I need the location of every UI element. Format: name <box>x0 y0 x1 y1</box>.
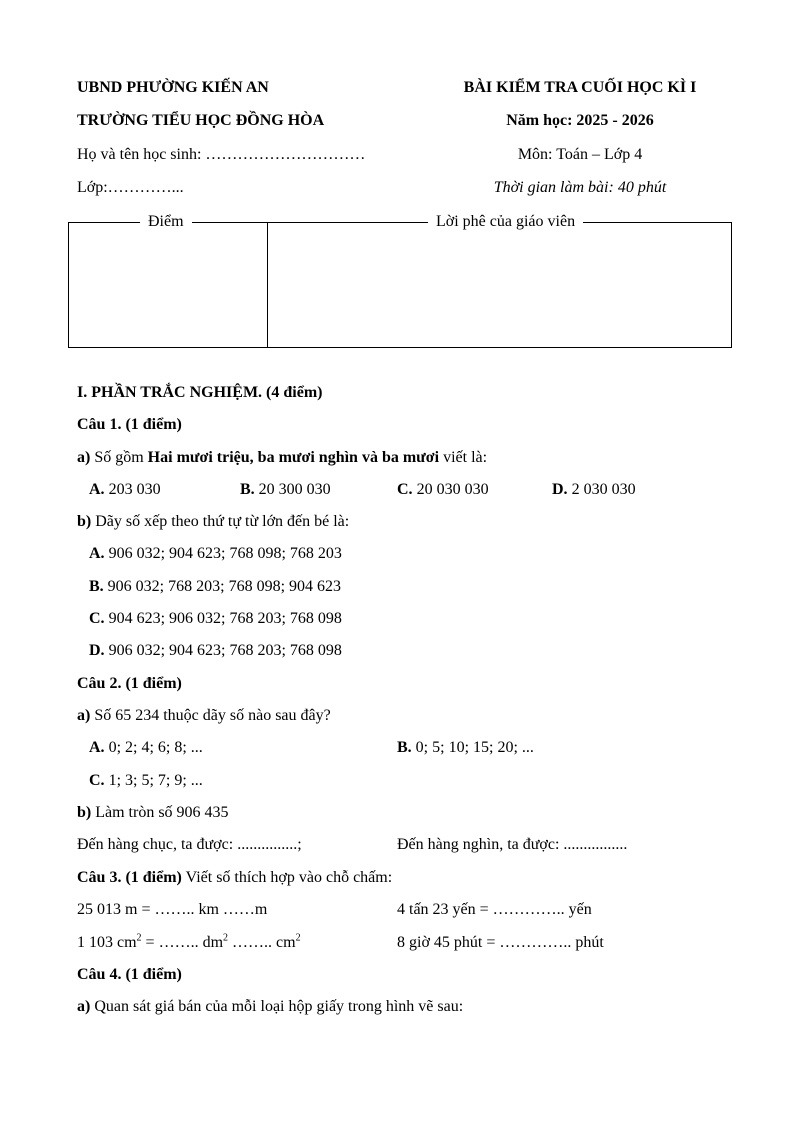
q2a-option-c: C. 1; 3; 5; 7; 9; ... <box>89 772 203 789</box>
exam-title: BÀI KIỂM TRA CUỐI HỌC KÌ I <box>463 79 697 96</box>
school-year: Năm học: 2025 - 2026 <box>506 112 654 129</box>
class-field: Lớp:…………... <box>77 179 184 196</box>
q1a-option-d: D. 2 030 030 <box>552 481 636 498</box>
q2a-prompt: a) Số 65 234 thuộc dãy số nào sau đây? <box>77 707 331 724</box>
q1b-option-c: C. 904 623; 906 032; 768 203; 768 098 <box>89 610 342 627</box>
q1b-option-b: B. 906 032; 768 203; 768 098; 904 623 <box>89 578 342 595</box>
q2b-thousands-blank: Đến hàng nghìn, ta được: ................ <box>397 836 628 853</box>
q3-length-blank: 25 013 m = …….. km ……m <box>77 901 268 918</box>
q1a-prompt: a) Số gồm Hai mươi triệu, ba mươi nghìn và ba mươi viết là: <box>77 449 488 466</box>
student-name-field: Họ và tên học sinh: ………………………… <box>77 146 366 163</box>
q4a-prompt: a) Quan sát giá bán của mỗi loại hộp giấy trong hình vẽ sau: <box>77 998 464 1015</box>
score-box <box>68 222 268 348</box>
q3-title: Câu 3. (1 điểm) Viết số thích hợp vào chỗ chấm: <box>77 869 393 886</box>
q1a-option-c: C. 20 030 030 <box>397 481 489 498</box>
subject-line: Môn: Toán – Lớp 4 <box>517 146 643 163</box>
q4-title: Câu 4. (1 điểm) <box>77 966 182 983</box>
time-limit: Thời gian làm bài: 40 phút <box>493 179 667 196</box>
q2b-tens-blank: Đến hàng chục, ta được: ...............; <box>77 836 302 853</box>
q3-area-blank: 1 103 $cm^2$ = …….. $dm^2$ …….. $cm^2$ <box>77 932 301 951</box>
comment-label: Lời phê của giáo viên <box>428 212 583 232</box>
q1-title: Câu 1. (1 điểm) <box>77 416 182 433</box>
q1b-option-d: D. 906 032; 904 623; 768 203; 768 098 <box>89 642 342 659</box>
section-title: I. PHẦN TRẮC NGHIỆM. (4 điểm) <box>77 384 323 401</box>
comment-box <box>266 222 732 348</box>
q2b-prompt: b) Làm tròn số 906 435 <box>77 804 229 821</box>
q2a-option-a: A. 0; 2; 4; 6; 8; ... <box>89 739 203 756</box>
q1a-option-a: A. 203 030 <box>89 481 161 498</box>
q3-time-blank: 8 giờ 45 phút = ………….. phút <box>397 934 604 951</box>
school-authority: UBND PHƯỜNG KIẾN AN <box>77 79 269 96</box>
q1b-option-a: A. 906 032; 904 623; 768 098; 768 203 <box>89 545 342 562</box>
q1a-option-b: B. 20 300 030 <box>240 481 331 498</box>
q2-title: Câu 2. (1 điểm) <box>77 675 182 692</box>
q3-mass-blank: 4 tấn 23 yến = ………….. yến <box>397 901 592 918</box>
school-name: TRƯỜNG TIỂU HỌC ĐỒNG HÒA <box>77 112 325 129</box>
q2a-option-b: B. 0; 5; 10; 15; 20; ... <box>397 739 534 756</box>
score-label: Điểm <box>140 212 192 232</box>
q1b-prompt: b) Dãy số xếp theo thứ tự từ lớn đến bé là: <box>77 513 350 530</box>
